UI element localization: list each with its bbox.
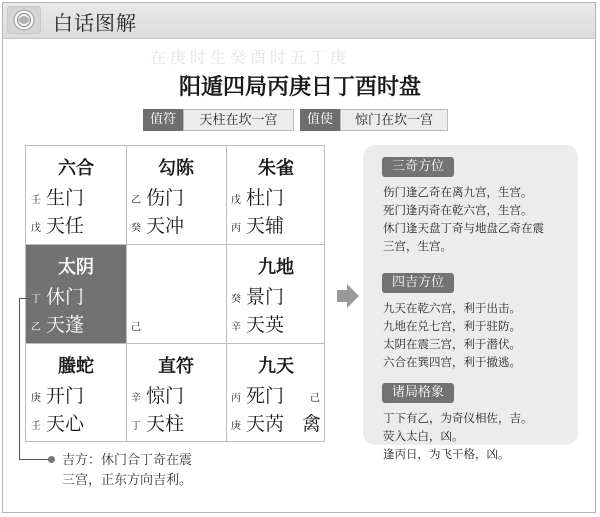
section-line: 逢丙日，为飞干格，凶。 xyxy=(383,447,510,461)
palace-2 xyxy=(126,146,226,245)
palace-stem-bottom: 己 xyxy=(131,322,141,333)
section-header xyxy=(3,3,595,39)
palace-stem-bottom: 辛 xyxy=(231,322,241,333)
connector-line xyxy=(19,298,31,299)
palace-god: 九地 xyxy=(258,257,294,278)
chart-title: 阳遁四局丙庚日丁酉时盘 xyxy=(178,75,421,100)
palace-extra-star: 禽 xyxy=(302,413,322,435)
section-title-siji: 四吉方位 xyxy=(382,273,454,293)
palace-door: 杜门 xyxy=(246,187,285,209)
palace-stem-bottom: 壬 xyxy=(31,421,41,432)
palace-8 xyxy=(126,344,226,443)
palace-stem-top: 癸 xyxy=(231,294,241,305)
note-bullet xyxy=(48,456,55,463)
arrow-right-icon xyxy=(335,282,361,310)
palace-stem-top: 戊 xyxy=(231,195,241,206)
section-title-geju: 诸局格象 xyxy=(382,383,454,403)
palace-god: 勾陈 xyxy=(158,158,194,179)
zhifu-value: 天柱在坎一宫 xyxy=(183,109,294,131)
note-line: 三宫，正东方向吉利。 xyxy=(62,473,193,488)
palace-star: 天柱 xyxy=(146,413,185,435)
palace-stem-top: 丁 xyxy=(31,294,41,305)
palace-door: 休门 xyxy=(46,286,85,308)
qimen-grid xyxy=(25,145,325,442)
palace-god: 太阴 xyxy=(58,257,94,278)
palace-star: 天英 xyxy=(246,314,285,336)
auspicious-note xyxy=(62,451,192,491)
palace-stem-bottom: 乙 xyxy=(31,322,41,333)
palace-door: 惊门 xyxy=(146,385,185,407)
palace-6 xyxy=(226,245,326,344)
palace-stem-top: 乙 xyxy=(131,195,141,206)
palace-door: 开门 xyxy=(46,385,85,407)
palace-stem-top: 辛 xyxy=(131,393,141,404)
palace-god: 九天 xyxy=(258,356,294,377)
palace-star: 天辅 xyxy=(246,215,285,237)
section-line: 六合在巽四宫，利于撤逃。 xyxy=(383,355,521,369)
palace-god: 朱雀 xyxy=(258,158,294,179)
section-body-geju xyxy=(383,409,573,463)
ghost-text: 在庚时生癸酉时五丁庚 xyxy=(150,48,351,67)
zhifu-label: 值符 xyxy=(143,109,183,131)
note-line: 吉方：休门合丁奇在震 xyxy=(62,453,193,468)
zhishi-label: 值使 xyxy=(300,109,340,131)
section-line: 三宫，生宫。 xyxy=(383,239,452,253)
connector-line xyxy=(19,298,20,459)
palace-stem-bottom: 丙 xyxy=(231,223,241,234)
palace-3 xyxy=(226,146,326,245)
palace-stem-bottom: 癸 xyxy=(131,223,141,234)
palace-stem-top: 庚 xyxy=(31,393,41,404)
emblem-icon xyxy=(7,6,41,34)
palace-stem-bottom: 庚 xyxy=(231,421,241,432)
palace-star: 天芮 xyxy=(246,413,285,435)
palace-1 xyxy=(26,146,126,245)
section-line: 荧入太白，凶。 xyxy=(383,429,464,443)
header-title: 白话图解 xyxy=(53,11,137,35)
section-line: 伤门逢乙奇在离九宫，生宫。 xyxy=(383,185,533,199)
palace-door: 伤门 xyxy=(146,187,185,209)
palace-god: 螣蛇 xyxy=(58,356,94,377)
palace-star: 天任 xyxy=(46,215,85,237)
section-line: 九天在乾六宫，利于出击。 xyxy=(383,301,521,315)
palace-star: 天心 xyxy=(46,413,85,435)
section-body-siji xyxy=(383,299,573,371)
section-body-sanqi xyxy=(383,183,573,255)
palace-god: 直符 xyxy=(158,356,194,377)
connector-line xyxy=(19,459,49,460)
palace-stem-bottom: 丁 xyxy=(131,421,141,432)
section-line: 太阴在震三宫，利于潜伏。 xyxy=(383,337,521,351)
section-line: 九地在兑七宫，利于驻防。 xyxy=(383,319,521,333)
palace-door: 死门 xyxy=(246,385,285,407)
palace-stem-top: 壬 xyxy=(31,195,41,206)
section-line: 丁下有乙，为奇仪相佐，吉。 xyxy=(383,411,533,425)
palace-9 xyxy=(226,344,326,443)
zhishi-value: 惊门在坎一宫 xyxy=(340,109,448,131)
palace-star: 天冲 xyxy=(146,215,185,237)
palace-4 xyxy=(26,245,126,344)
palace-door: 生门 xyxy=(46,187,85,209)
section-line: 死门逢丙奇在乾六宫，生宫。 xyxy=(383,203,533,217)
palace-extra-stem: 己 xyxy=(310,393,320,404)
palace-stem-top: 丙 xyxy=(231,393,241,404)
palace-door: 景门 xyxy=(246,286,285,308)
palace-star: 天蓬 xyxy=(46,314,85,336)
palace-god: 六合 xyxy=(58,158,94,179)
section-title-sanqi: 三奇方位 xyxy=(382,157,454,177)
palace-7 xyxy=(26,344,126,443)
palace-5 xyxy=(126,245,226,344)
section-line: 休门逢天盘丁奇与地盘乙奇在震 xyxy=(383,221,544,235)
palace-stem-bottom: 戊 xyxy=(31,223,41,234)
